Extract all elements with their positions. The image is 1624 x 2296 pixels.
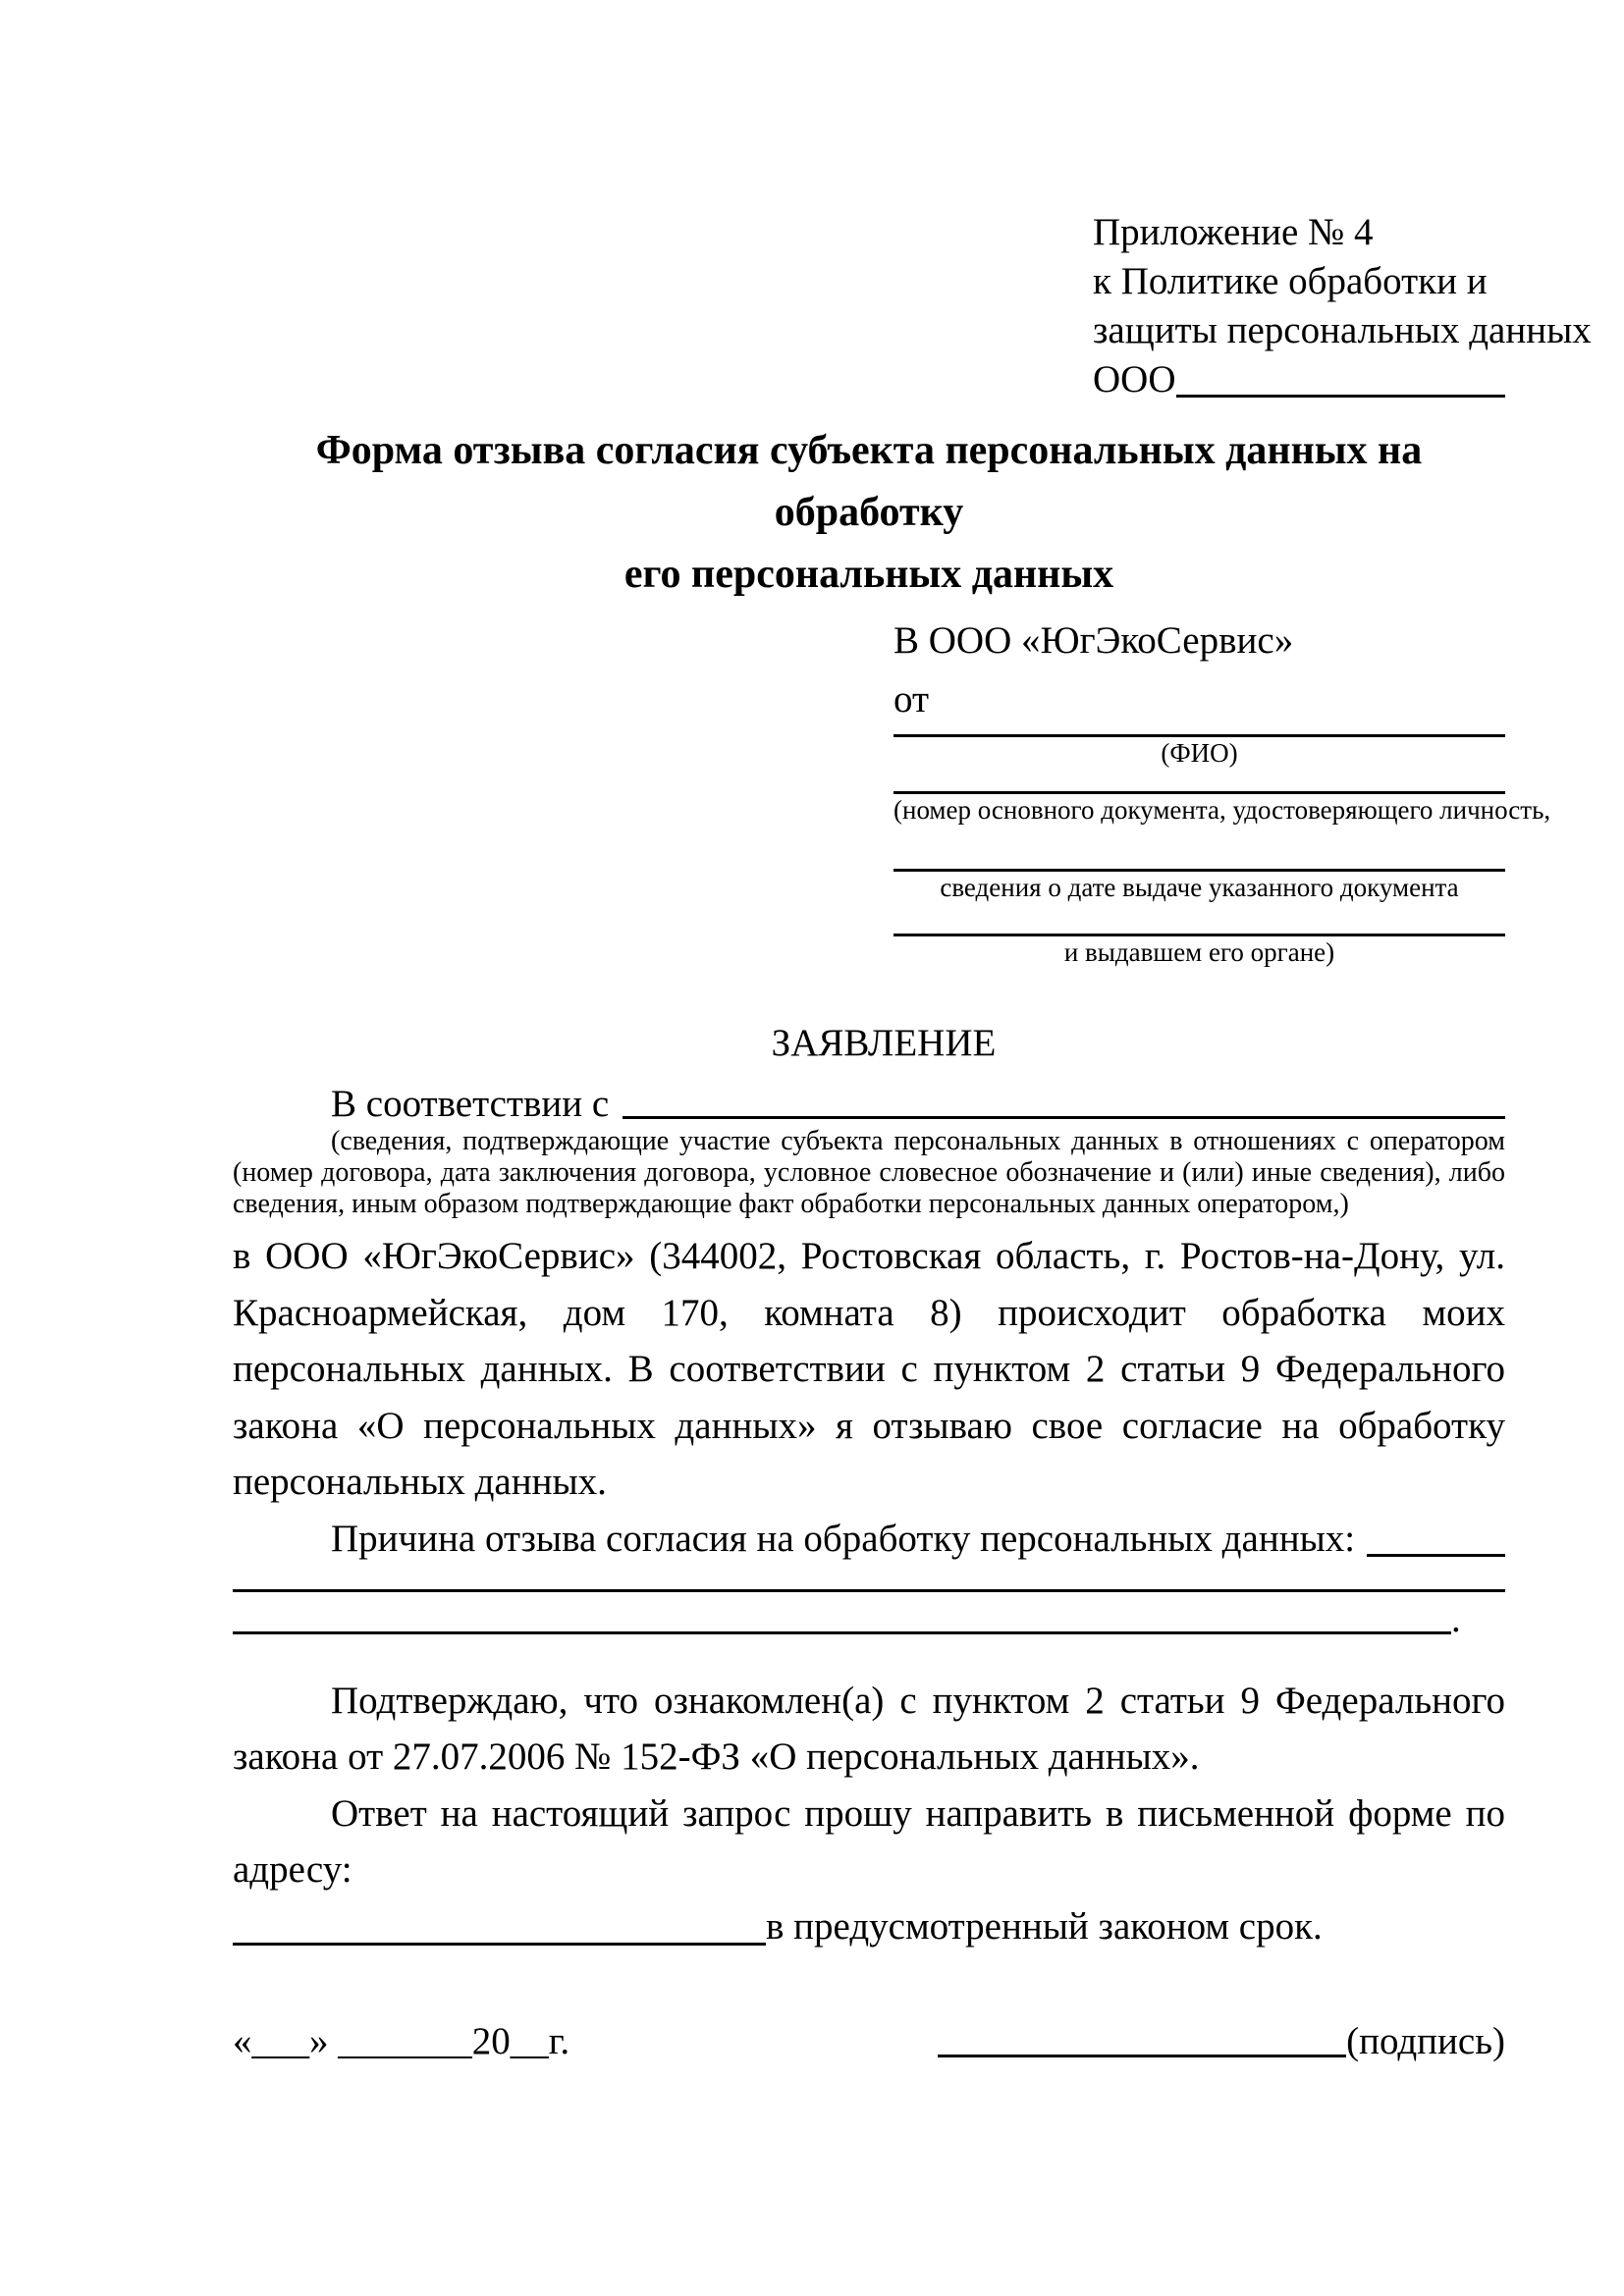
addressee-company: В ООО «ЮгЭкоСервис» [893,619,1294,662]
document-number-blank-line [893,770,1505,794]
document-title-line-1: Форма отзыва согласия субъекта персональных данных на обработку [315,428,1423,535]
ooo-label: ООО [1093,358,1176,400]
issuing-authority-caption: и выдавшем его органе) [1063,937,1335,967]
document-title-line-2: его персональных данных [623,552,1114,597]
reason-blank-line-1 [1367,1515,1505,1557]
company-name-blank-line [1176,355,1506,398]
fio-blank-line [893,729,1505,737]
appendix-block [1093,208,1592,404]
issuing-authority-blank-line [893,904,1505,936]
appendix-line-3: защиты персональных данных [1093,309,1592,351]
basis-footnote: (сведения, подтверждающие участие субъекта персональных данных в отношениях с оператором (номер договора, дата заключения договора, условное словесное обозначение и (или) иные сведения), либо сведения, иным образом подтверждающие факт обработки персональных данных оператором,) [233,1126,1505,1219]
addressee-from-label: от [893,678,930,721]
document-number-caption: (номер основного документа, удостоверяющего личность, [893,795,1551,825]
signature-group [938,2017,1505,2066]
reason-blank-row-3 [233,1592,1505,1641]
appendix-line-1: Приложение № 4 [1093,211,1374,253]
issue-date-caption: сведения о дате выдаче указанного документа [940,873,1459,902]
statement-heading: ЗАЯВЛЕНИЕ [771,1022,997,1064]
appendix-line-2: к Политике обработки и [1093,260,1488,302]
reply-tail-text: в предусмотренный законом срок. [766,1904,1323,1948]
signature-blank-line [938,2017,1346,2057]
reason-blank-line-3 [233,1631,1451,1634]
signature-caption: (подпись) [1346,2020,1505,2062]
basis-lead-text: В соответствии с [331,1083,610,1125]
reason-label: Причина отзыва согласия на обработку персональных данных: [331,1517,1356,1560]
fio-caption: (ФИО) [1161,738,1238,768]
appendix-ooo-row [1093,355,1505,404]
footer-row [233,2017,1505,2066]
reply-request-paragraph: Ответ на настоящий запрос прошу направить в письменной форме по адресу: [233,1791,1505,1891]
address-blank-line [233,1898,766,1947]
reason-row [233,1515,1505,1564]
body-paragraph: в ООО «ЮгЭкоСервис» (344002, Ростовская область, г. Ростов-на-Дону, ул. Красноармейская, дом 170, комната 8) происходит обработка моих персональных данных. В соответствии с пунктом 2 статьи 9 Федерального закона «О персональных данных» я отзываю свое согласие на обработку персональных данных. [233,1235,1505,1503]
date-blank-text: «___» _______20__г. [233,2020,570,2062]
document-title [233,420,1505,606]
reason-terminator: . [1451,1597,1461,1640]
issue-date-blank-line [893,827,1505,872]
basis-row [233,1083,1505,1126]
reason-blank-line-2 [233,1564,1505,1592]
reply-address-row [233,1898,1505,1955]
confirmation-paragraph: Подтверждаю, что ознакомлен(а) с пунктом 2 статьи 9 Федерального закона от 27.07.2006 № 152-ФЗ «О персональных данных». [233,1679,1505,1778]
basis-blank-line [623,1083,1505,1119]
addressee-block [893,612,1551,969]
